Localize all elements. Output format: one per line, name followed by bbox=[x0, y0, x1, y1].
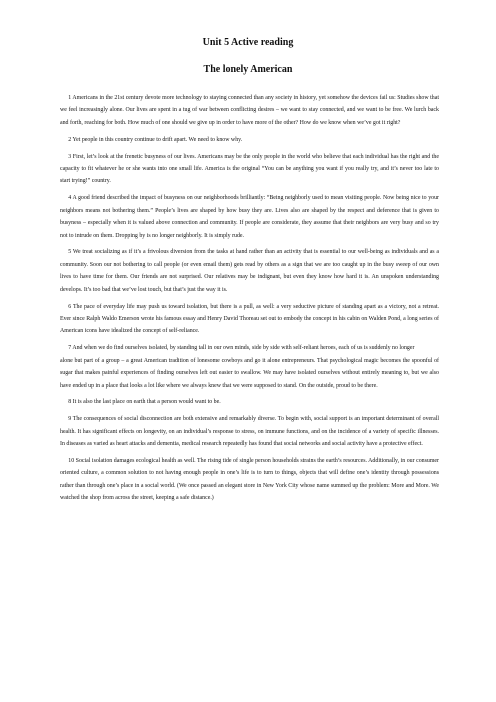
paragraph-2: 2 Yet people in this country continue to drift apart. We need to know why. bbox=[68, 136, 243, 143]
paragraph-8: 8 It is also the last place on earth that a person would want to be. bbox=[68, 399, 221, 406]
paragraph-10: 10 Social isolation damages ecological health as well. The rising tide of single person households strains the earth’s resources. Additionally, in our consumer oriented culture, a common solution to not having enough people in one’s life is to turn to things, objects that will define one’s identity through possessions rather than through one’s place in a social world. (We once passed an elegant store in New York City whose name summed up the problem: More and More. We watched the shop from across the street, keeping a safe distance.) bbox=[60, 458, 439, 502]
paragraph-3: 3 First, let’s look at the frenetic busyness of our lives. Americans may be the only people in the world who believe that each individual has the right and the capacity to fit whatever he or she wants into one small life. America is the original “You can be anything you want if you really try, and it’s never too late to start trying!” country. bbox=[60, 153, 439, 185]
paragraph-5: 5 We treat socializing as if it’s a frivolous diversion from the tasks at hand rather than an activity that is essential to our well-being as individuals and as a community. Soon our not bothering to call people (or even email them) gets read by others as a sign that we are too caught up in the busy sweep of our own lives to have time for them. Our friends are not surprised. Our relatives may be indignant, but even they know how hard it is. An unspoken understanding develops. It’s too bad that we’ve lost touch, but that’s just the way it is. bbox=[60, 249, 439, 293]
unit-title: Unit 5 Active reading bbox=[202, 37, 294, 48]
article-body bbox=[60, 92, 439, 509]
paragraph-4: 4 A good friend described the impact of busyness on our neighborhoods brilliantly: “Being neighborly used to mean visiting people. Now being nice to your neighbors means not bothering them.” People’s lives are shaped by how busy they are. Lives also are shaped by the respect and deference that is given to busyness – especially when it is valued above connection and community. If people are considerate, they assume that their neighbors are very busy and so try not to intrude on them. Dropping by is no longer neighborly. It is simply rude. bbox=[60, 195, 439, 239]
paragraph-7: 7 And when we do find ourselves isolated, by standing tall in our own minds, side by side with self-reliant heroes, each of us is suddenly no longer bbox=[68, 345, 415, 352]
paragraph-6: 6 The pace of everyday life may push us toward isolation, but there is a pull, as well: a very seductive picture of standing apart as a victory, not a retreat. Ever since Ralph Waldo Emerson wrote his famous essay and Henry David Thoreau set out to embody the concept in his cabin on Walden Pond, a long series of American icons have idealized the concept of self-reliance. bbox=[60, 303, 439, 335]
paragraph-9: 9 The consequences of social disconnection are both extensive and remarkably diverse. To begin with, social support is an important determinant of overall health. It has significant effects on longevity, on an individual’s response to stress, on immune functions, and on the incidence of a variety of specific illnesses. In diseases as varied as heart attacks and dementia, medical research repeatedly has found that social networks and social activity have a protective effect. bbox=[60, 416, 439, 448]
paragraph-7-continued: alone but part of a group – a great American tradition of lonesome cowboys and go it alone entrepreneurs. That psychological magic becomes the spoonful of sugar that makes painful experiences of finding ourselves left out easier to swallow. We may have isolated ourselves without entirely meaning to, but we also have ended up in a place that looks a lot like where we always knew that we were supposed to stand. On the outside, proud to be there. bbox=[60, 357, 439, 389]
paragraph-1: 1 Americans in the 21st century devote more technology to staying connected than any society in history, yet somehow the devices fail us: Studies show that we feel increasingly alone. Our lives are spent in a tug of war between conflicting desires – we want to stay connected, and we want to be free. We lurch back and forth, reaching for both. How much of one should we give up in order to have more of the other? How do we know when we’ve got it right? bbox=[60, 95, 439, 126]
article-title: The lonely American bbox=[203, 64, 293, 75]
